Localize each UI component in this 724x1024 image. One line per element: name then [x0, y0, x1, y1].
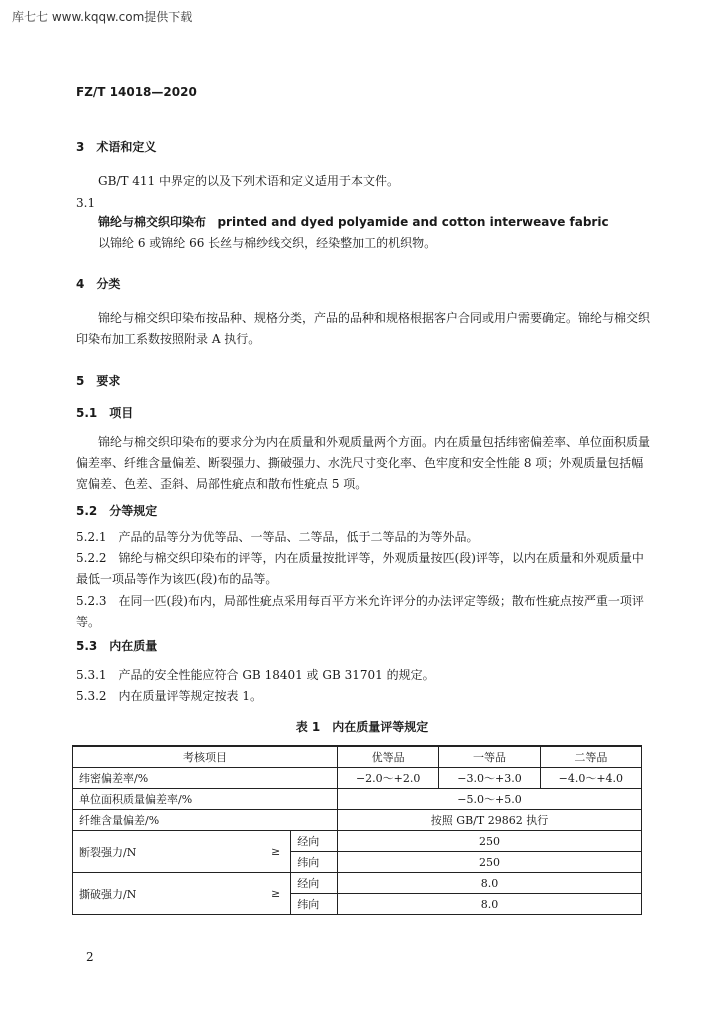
- header-grade-2: 一等品: [439, 746, 540, 768]
- table-row: [73, 873, 642, 894]
- cell-mass-all: −5.0～+5.0: [338, 789, 642, 810]
- clause-5-3-2: 5.3.2 内在质量评等规定按表 1。: [76, 689, 262, 703]
- clause-5-3-1: 5.3.1 产品的安全性能应符合 GB 18401 或 GB 31701 的规定。: [76, 668, 435, 682]
- term-number: 3.1: [76, 196, 96, 210]
- section-3-heading: 3 术语和定义: [76, 140, 157, 154]
- table-header-row: [73, 746, 642, 768]
- header-item: 考核项目: [73, 746, 338, 768]
- breaking-operator: ≥: [261, 831, 291, 873]
- section-5-1-heading: 5.1 项目: [76, 406, 134, 420]
- section-5-1-text: 锦纶与棉交织印染布的要求分为内在质量和外观质量两个方面。内在质量包括纬密偏差率、单位面积质量偏差率、纤维含量偏差、断裂强力、撕破强力、水洗尺寸变化率、色牢度和安全性能 8 项；外观质量包括幅宽偏差、色差、歪斜、局部性疵点和散布性疵点 5 项。: [76, 435, 651, 491]
- section-5-3-heading: 5.3 内在质量: [76, 639, 158, 653]
- tearing-weft-value: 8.0: [338, 894, 642, 915]
- clause-5-2-1: 5.2.1 产品的品等分为优等品、一等品、二等品，低于二等品的为等外品。: [76, 530, 479, 544]
- section-4-heading: 4 分类: [76, 277, 121, 291]
- cell-weft-g2: −3.0～+3.0: [439, 768, 540, 789]
- clause-5-2-2: 5.2.2 锦纶与棉交织印染布的评等，内在质量按批评等，外观质量按匹(段)评等，以内在质量和外观质量中最低一项品等作为该匹(段)布的品等。: [76, 551, 644, 586]
- row-label-breaking-strength: 断裂强力/N: [73, 831, 261, 873]
- row-label-mass: 单位面积质量偏差率/%: [73, 789, 338, 810]
- term-definition: 以锦纶 6 或锦纶 66 长丝与棉纱线交织，经染整加工的机织物。: [98, 236, 437, 250]
- header-grade-3: 二等品: [540, 746, 641, 768]
- tearing-warp-value: 8.0: [338, 873, 642, 894]
- section-4-text: 锦纶与棉交织印染布按品种、规格分类，产品的品种和规格根据客户合同或用户需要确定。锦纶与棉交织印染布加工系数按照附录 A 执行。: [76, 311, 651, 346]
- row-label-tearing-strength: 撕破强力/N: [73, 873, 261, 915]
- cell-fiber-all: 按照 GB/T 29862 执行: [338, 810, 642, 831]
- table-1: [72, 745, 642, 915]
- table-row: [73, 789, 642, 810]
- tearing-warp-label: 经向: [291, 873, 338, 894]
- row-label-fiber: 纤维含量偏差/%: [73, 810, 338, 831]
- breaking-warp-value: 250: [338, 831, 642, 852]
- tearing-operator: ≥: [261, 873, 291, 915]
- cell-weft-g1: −2.0～+2.0: [338, 768, 439, 789]
- table-row: [73, 831, 642, 852]
- breaking-weft-value: 250: [338, 852, 642, 873]
- table-row: [73, 768, 642, 789]
- watermark: 库七七 www.kqqw.com提供下载: [12, 10, 193, 24]
- term-title-cn: 锦纶与棉交织印染布: [98, 215, 207, 229]
- term-title-en: printed and dyed polyamide and cotton interweave fabric: [217, 215, 609, 229]
- page-number: 2: [86, 950, 94, 964]
- section-5-2-heading: 5.2 分等规定: [76, 504, 158, 518]
- clause-5-2-3: 5.2.3 在同一匹(段)布内，局部性疵点采用每百平方米允许评分的办法评定等级；散布性疵点按严重一项评等。: [76, 594, 644, 629]
- cell-weft-g3: −4.0～+4.0: [540, 768, 641, 789]
- section-3-intro: GB/T 411 中界定的以及下列术语和定义适用于本文件。: [98, 174, 399, 188]
- term-title: [98, 212, 609, 233]
- standard-code: FZ/T 14018—2020: [76, 85, 197, 99]
- table-row: [73, 810, 642, 831]
- section-5-heading: 5 要求: [76, 374, 121, 388]
- tearing-weft-label: 纬向: [291, 894, 338, 915]
- table-1-caption: 表 1 内在质量评等规定: [295, 720, 429, 734]
- breaking-warp-label: 经向: [291, 831, 338, 852]
- breaking-weft-label: 纬向: [291, 852, 338, 873]
- header-grade-1: 优等品: [338, 746, 439, 768]
- row-label-weft-density: 纬密偏差率/%: [73, 768, 338, 789]
